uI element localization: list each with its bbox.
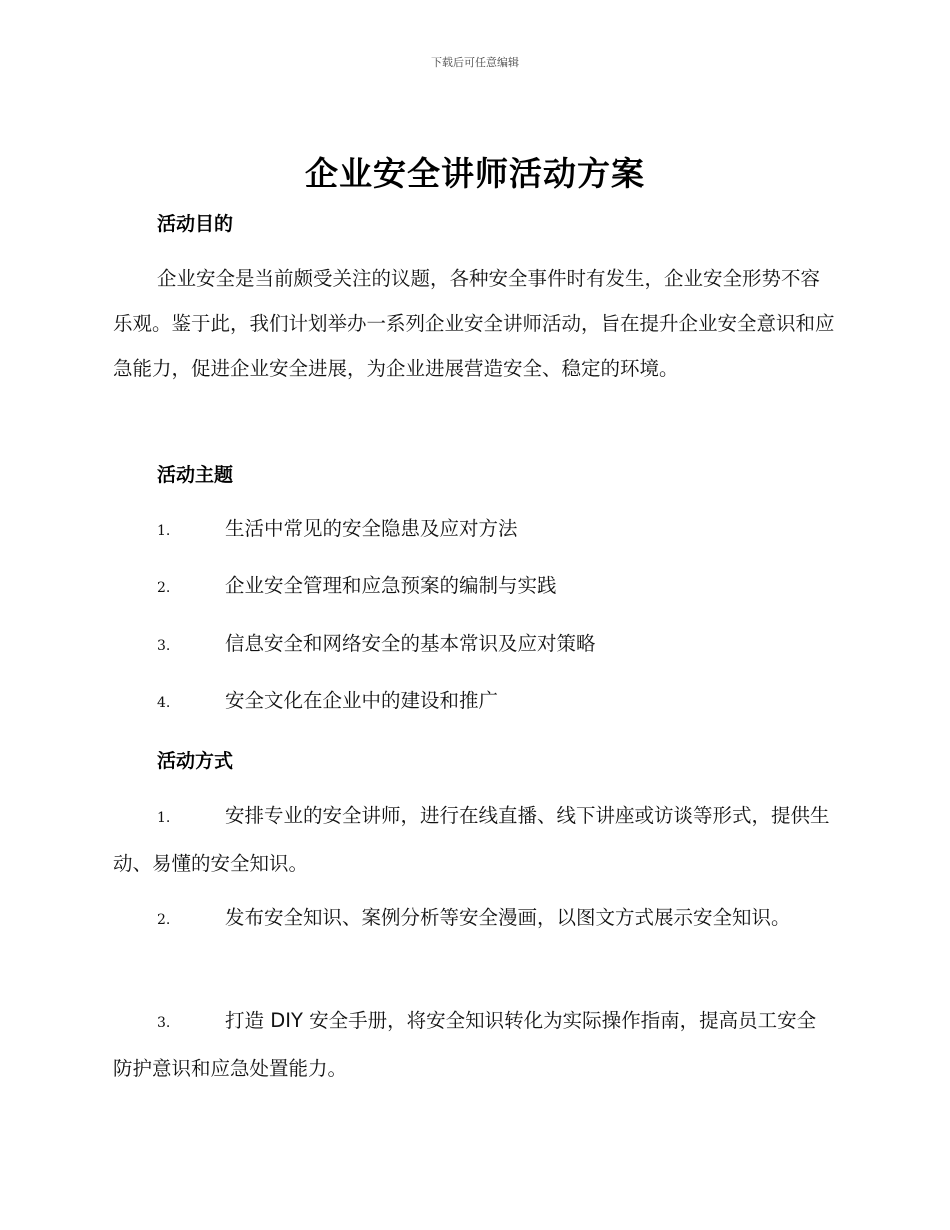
theme-item-4 <box>113 678 835 726</box>
section-heading-purpose: 活动目的 <box>157 213 234 235</box>
method-item-3 <box>113 998 835 1091</box>
list-number: 2. <box>157 580 171 596</box>
list-number: 3. <box>157 638 171 654</box>
method-item-1 <box>113 793 835 886</box>
list-number: 1. <box>157 810 171 826</box>
list-text: 安排专业的安全讲师，进行在线直播、线下讲座或访谈等形式，提供生动、易懂的安全知识。 <box>113 804 830 875</box>
theme-item-3 <box>113 621 835 669</box>
list-number: 4. <box>157 695 171 711</box>
list-text: 安全文化在企业中的建设和推广 <box>225 689 499 712</box>
list-text: 生活中常见的安全隐患及应对方法 <box>225 517 518 540</box>
list-number: 3. <box>157 1015 171 1031</box>
list-text: 企业安全管理和应急预案的编制与实践 <box>225 574 557 597</box>
section-heading-theme: 活动主题 <box>157 464 234 486</box>
section-heading-method: 活动方式 <box>157 750 234 772</box>
theme-item-2 <box>113 563 835 611</box>
document-title: 企业安全讲师活动方案 <box>305 154 645 193</box>
theme-item-1 <box>113 506 835 554</box>
method-item-2 <box>113 895 835 943</box>
purpose-paragraph: 企业安全是当前颇受关注的议题，各种安全事件时有发生，企业安全形势不容乐观。鉴于此，我们计划举办一系列企业安全讲师活动，旨在提升企业安全意识和应急能力，促进企业安全进展，为企业进展营造安全、稳定的环境。 <box>113 267 835 380</box>
list-number: 2. <box>157 912 171 928</box>
list-text: 信息安全和网络安全的基本常识及应对策略 <box>225 632 596 655</box>
list-number: 1. <box>157 523 171 539</box>
list-text: 打造 DIY 安全手册，将安全知识转化为实际操作指南，提高员工安全防护意识和应急处置能力。 <box>113 1009 817 1080</box>
header-note: 下载后可任意编辑 <box>431 56 519 69</box>
list-text: 发布安全知识、案例分析等安全漫画，以图文方式展示安全知识。 <box>225 906 791 929</box>
